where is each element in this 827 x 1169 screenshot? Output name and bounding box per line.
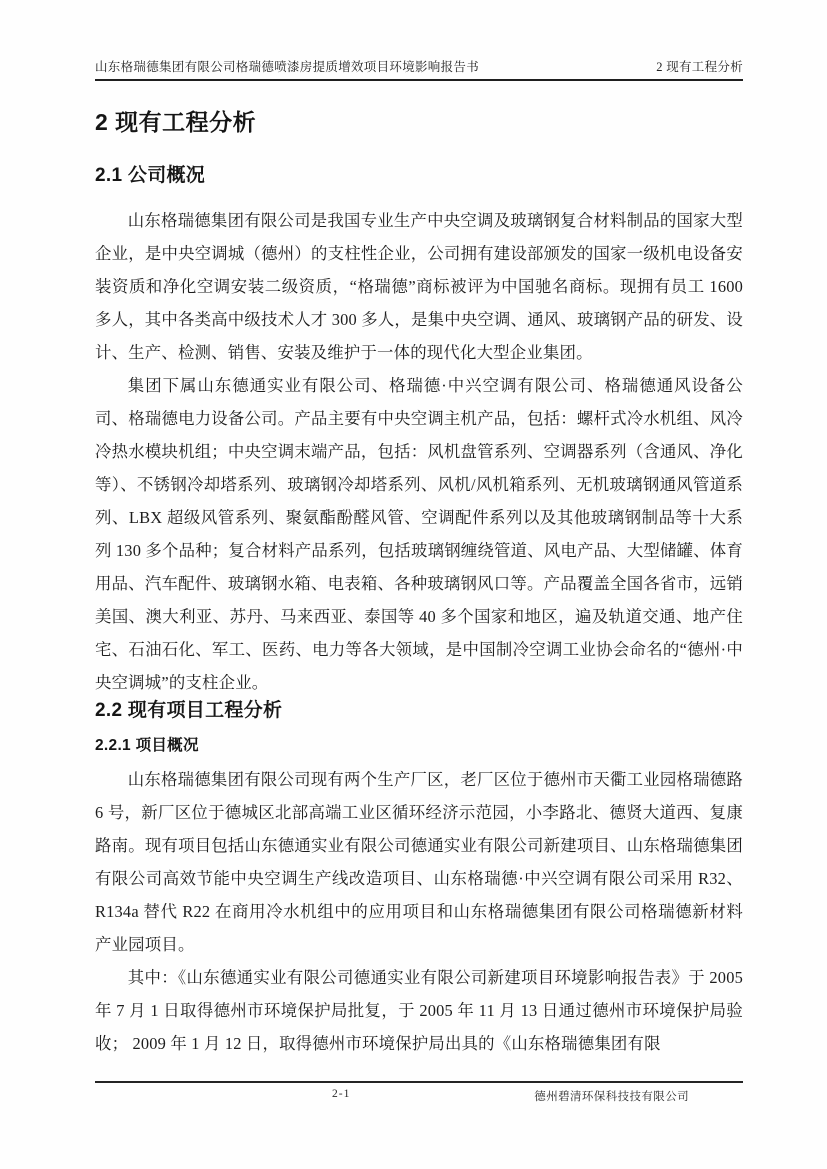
header-chapter-label: 2 现有工程分析 bbox=[656, 60, 743, 74]
header-document-title: 山东格瑞德集团有限公司格瑞德喷漆房提质增效项目环境影响报告书 bbox=[95, 60, 480, 74]
page-number: 2-1 bbox=[332, 1088, 351, 1100]
paragraph-company-overview-2: 集团下属山东德通实业有限公司、格瑞德·中兴空调有限公司、格瑞德通风设备公司、格瑞德电力设备公司。产品主要有中央空调主机产品，包括：螺杆式冷水机组、风冷冷热水模块机组；中央空调末端产品，包括：风机盘管系列、空调器系列（含通风、净化等）、不锈钢冷却塔系列、玻璃钢冷却塔系列、风机/风机箱系列、无机玻璃钢通风管道系列、LBX 超级风管系列、聚氨酯酚醛风管、空调配件系列以及其他玻璃钢制品等十大系列 130 多个品种；复合材料产品系列，包括玻璃钢缠绕管道、风电产品、大型储罐、体育用品、汽车配件、玻璃钢水箱、电表箱、各种玻璃钢风口等。产品覆盖全国各省市，远销美国、澳大利亚、苏丹、马来西亚、泰国等 40 多个国家和地区，遍及轨道交通、地产住宅、石油石化、军工、医药、电力等各大领域，是中国制冷空调工业协会命名的“德州·中央空调城”的支柱企业。 bbox=[95, 376, 743, 692]
page-footer bbox=[95, 1081, 743, 1107]
subsection-2-2-1-title: 2.2.1 项目概况 bbox=[95, 737, 199, 754]
footer-company-name: 德州碧清环保科技技有限公司 bbox=[534, 1091, 689, 1103]
paragraph-company-overview-1: 山东格瑞德集团有限公司是我国专业生产中央空调及玻璃钢复合材料制品的国家大型企业，是中央空调城（德州）的支柱性企业，公司拥有建设部颁发的国家一级机电设备安装资质和净化空调安装二级资质，“格瑞德”商标被评为中国驰名商标。现拥有员工 1600 多人，其中各类高中级技术人才 300 多人，是集中央空调、通风、玻璃钢产品的研发、设计、生产、检测、销售、安装及维护于一体的现代化大型企业集团。 bbox=[95, 211, 743, 362]
section-2-1-title: 2.1 公司概况 bbox=[95, 165, 206, 186]
paragraph-project-overview-2: 其中：《山东德通实业有限公司德通实业有限公司新建项目环境影响报告表》于 2005 年 7 月 1 日取得德州市环境保护局批复，于 2005 年 11 月 13 日通过德州市环境保护局验收； 2009 年 1 月 12 日，取得德州市环境保护局出具的《山东格瑞德集团有限 bbox=[95, 968, 743, 1053]
chapter-title: 2 现有工程分析 bbox=[95, 109, 257, 135]
page-header bbox=[95, 59, 743, 81]
paragraph-project-overview-1: 山东格瑞德集团有限公司现有两个生产厂区，老厂区位于德州市天衢工业园格瑞德路 6 号，新厂区位于德城区北部高端工业区循环经济示范园，小李路北、德贤大道西、复康路南。现有项目包括山东德通实业有限公司德通实业有限公司新建项目、山东格瑞德集团有限公司高效节能中央空调生产线改造项目、山东格瑞德·中兴空调有限公司采用 R32、R134a 替代 R22 在商用冷水机组中的应用项目和山东格瑞德集团有限公司格瑞德新材料产业园项目。 bbox=[95, 770, 743, 954]
document-body bbox=[95, 100, 743, 1060]
section-2-2-title: 2.2 现有项目工程分析 bbox=[95, 700, 283, 721]
